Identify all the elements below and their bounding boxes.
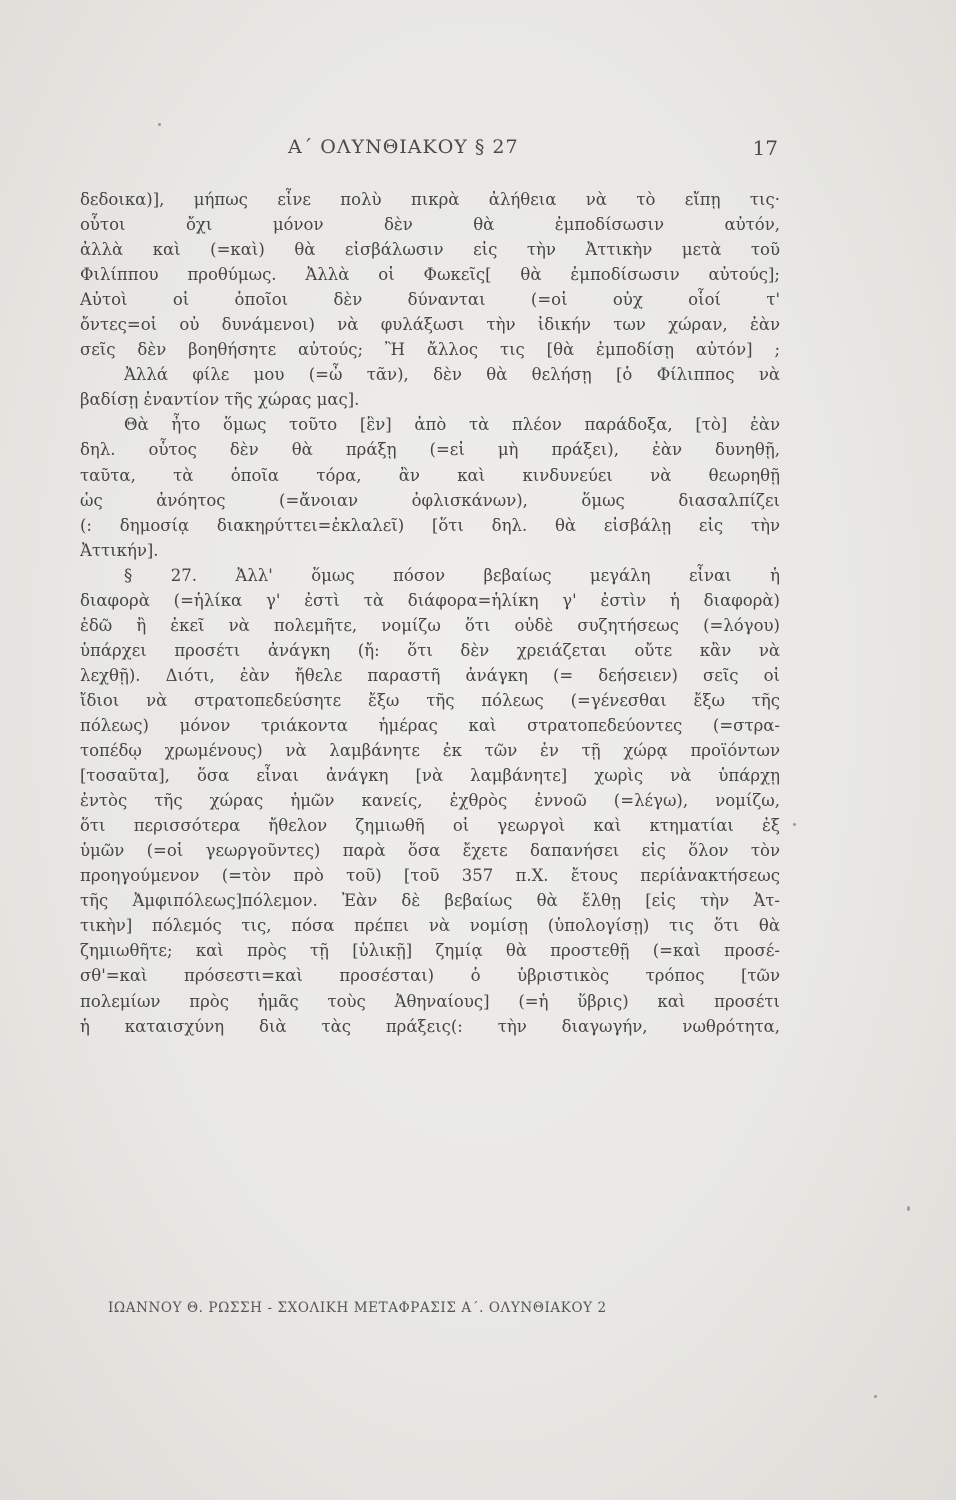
print-speck [874,1395,877,1398]
text-line: ὡς ἀνόητος (=ἄνοιαν ὀφλισκάνων), ὅμως διασαλπίζει [80,490,780,510]
text-line: προηγούμενον (=τὸν πρὸ τοῦ) [τοῦ 357 π.Χ. ἔτους περίἀνακτήσεως [80,866,780,886]
print-speck [158,123,161,126]
text-line: Φιλίππου προθύμως. Ἀλλὰ οἱ Φωκεῖς[ θὰ ἐμποδίσωσιν αὐτούς]; [80,265,780,285]
text-line: Θὰ ἦτο ὅμως τοῦτο [ἓν] ἀπὸ τὰ πλέον παράδοξα, [τὸ] ἐὰν [124,415,780,435]
text-line: ζημιωθῆτε; καὶ πρὸς τῇ [ὑλικῇ] ζημίᾳ θὰ προστεθῇ (=καὶ προσέ- [80,941,780,961]
text-line: σθ'=καὶ πρόσεστι=καὶ προσέσται) ὁ ὑβριστικὸς τρόπος [τῶν [80,966,780,986]
print-speck [793,823,796,826]
text-line: τῆς Ἀμφιπόλεως]πόλεμον. Ἐὰν δὲ βεβαίως θὰ ἔλθῃ [εἰς τὴν Ἀτ- [80,891,780,911]
text-line: Ἀττικήν]. [80,540,159,560]
text-line: λεχθῇ). Διότι, ἐὰν ἤθελε παραστῆ ἀνάγκη (= δεήσειεν) σεῖς οἱ [80,665,780,685]
body-text [80,187,780,1039]
text-line: τοπέδῳ χρωμένους) νὰ λαμβάνητε ἐκ τῶν ἐν τῇ χώρᾳ προϊόντων [80,741,780,761]
text-line: ὅτι περισσότερα ἤθελον ζημιωθῆ οἱ γεωργοὶ καὶ κτηματίαι ἐξ [80,816,780,836]
page-header [80,136,780,166]
text-line: ἐντὸς τῆς χώρας ἡμῶν κανείς, ἐχθρὸς ἐννοῶ (=λέγω), νομίζω, [80,791,780,811]
text-line: ὑμῶν (=οἱ γεωργοῦντες) παρὰ ὅσα ἔχετε δαπανήσει εἰς ὅλον τὸν [80,841,780,861]
text-line: ὄντες=οἱ οὐ δυνάμενοι) νὰ φυλάξωσι τὴν ἰδικήν των χώραν, ἐὰν [80,315,780,335]
section-start-line: § 27. Ἀλλ' ὅμως πόσον βεβαίως μεγάλη εἶναι ἡ [124,565,780,585]
text-line: σεῖς δὲν βοηθήσητε αὐτούς; Ἢ ἄλλος τις [θὰ ἐμποδίσῃ αὐτόν] ; [80,340,780,360]
text-line: ὑπάρχει προσέτι ἀνάγκη (ἤ: ὅτι δὲν χρειάζεται οὔτε κἂν νὰ [80,640,780,660]
text-line: ἴδιοι νὰ στρατοπεδεύσητε ἔξω τῆς πόλεως (=γένεσθαι ἔξω τῆς [80,690,780,710]
text-line: πόλεως) μόνον τριάκοντα ἡμέρας καὶ στρατοπεδεύοντες (=στρα- [80,715,780,735]
text-line: Αὐτοὶ οἱ ὁποῖοι δὲν δύνανται (=οἱ οὐχ οἷοί τ' [80,290,780,310]
print-speck [907,1206,910,1211]
text-line: [τοσαῦτα], ὅσα εἶναι ἀνάγκη [νὰ λαμβάνητε] χωρὶς νὰ ὑπάρχῃ [80,766,780,786]
text-line: βαδίσῃ ἐναντίον τῆς χώρας μας]. [80,390,360,410]
text-line: ἐδῶ ἢ ἐκεῖ νὰ πολεμῆτε, νομίζω ὅτι οὐδὲ συζητήσεως (=λόγου) [80,615,780,635]
text-line: (: δημοσίᾳ διακηρύττει=ἐκλαλεῖ) [ὅτι δηλ. θὰ εἰσβάλῃ εἰς τὴν [80,515,780,535]
text-line: οὗτοι ὄχι μόνον δὲν θὰ ἐμποδίσωσιν αὐτόν, [80,215,780,235]
text-line: δηλ. οὗτος δὲν θὰ πράξῃ (=εἰ μὴ πράξει), ἐὰν δυνηθῇ, [80,440,780,460]
text-line: πολεμίων πρὸς ἡμᾶς τοὺς Ἀθηναίους] (=ἡ ὕβρις) καὶ προσέτι [80,991,780,1011]
text-line: δεδοικα)], μήπως εἶνε πολὺ πικρὰ ἀλήθεια νὰ τὸ εἴπῃ τις· [80,190,780,209]
page-footer: ΙΩΑΝΝΟΥ Θ. ΡΩΣΣΗ - ΣΧΟΛΙΚΗ ΜΕΤΑΦΡΑΣΙΣ Α΄. ΟΛΥΝΘΙΑΚΟΥ 2 [108,1300,607,1316]
text-line: Ἀλλά φίλε μου (=ὦ τᾶν), δὲν θὰ θελήσῃ [ὁ Φίλιππος νὰ [124,365,780,385]
page-number: 17 [752,136,778,160]
text-line: τικὴν] πόλεμός τις, πόσα πρέπει νὰ νομίσῃ (ὑπολογίσῃ) τις ὅτι θὰ [80,916,780,936]
text-line: διαφορὰ (=ἡλίκα γ' ἐστὶ τὰ διάφορα=ἡλίκη γ' ἐστὶν ἡ διαφορὰ) [80,590,780,610]
running-head: Α΄ ΟΛΥΝΘΙΑΚΟΥ § 27 [288,136,519,158]
text-line: ἡ καταισχύνη διὰ τὰς πράξεις(: τὴν διαγωγήν, νωθρότητα, [80,1016,780,1036]
text-line: ἀλλὰ καὶ (=καὶ) θὰ εἰσβάλωσιν εἰς τὴν Ἀττικὴν μετὰ τοῦ [80,240,780,260]
text-line: ταῦτα, τὰ ὁποῖα τόρα, ἂν καὶ κινδυνεύει νὰ θεωρηθῇ [80,465,780,485]
